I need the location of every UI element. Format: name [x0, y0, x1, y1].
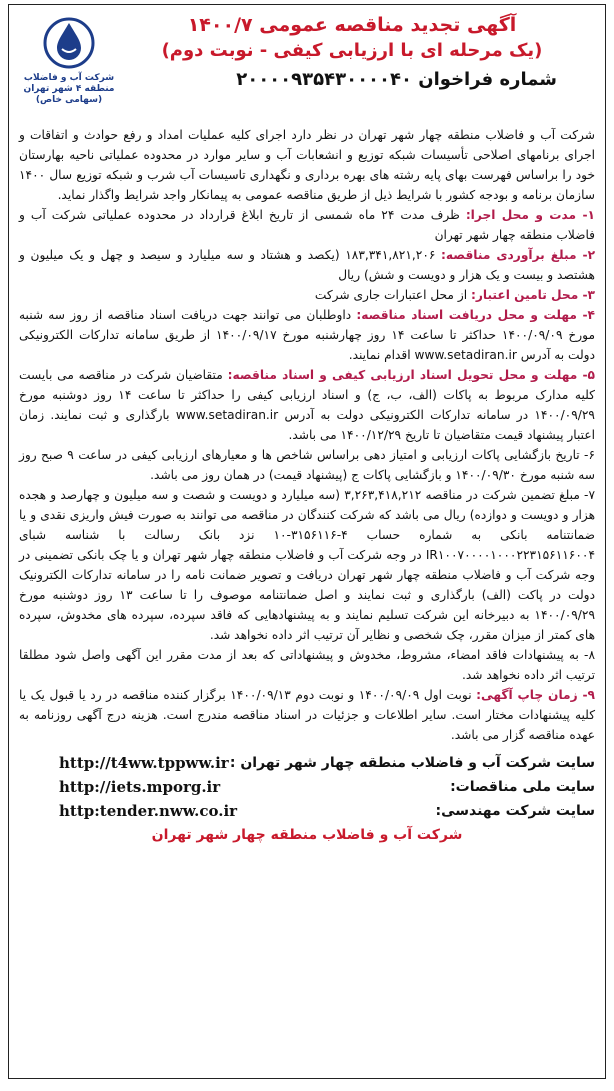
section-text: ظرف مدت ۲۴ ماه شمسی از تاریخ ابلاغ قرارداد در محدوده عملیاتی شرکت آب و فاضلاب منطقه چهار شهر تهران	[19, 208, 595, 242]
section-text: داوطلبان می توانند جهت دریافت اسناد مناقصه از روز سه شنبه مورخ ۱۴۰۰/۰۹/۰۹ حداکثر تا ساعت ۱۴ روز چهارشنبه مورخ ۱۴۰۰/۰۹/۱۷ از طریق سامانه تدارکات الکترونیکی دولت به آدرس www.setadiran.ir اقدام نمایند.	[19, 308, 595, 362]
intro-paragraph: شرکت آب و فاضلاب منطقه چهار شهر تهران در نظر دارد اجرای کلیه عملیات امداد و رفع حوادث و اتفاقات و اجرای برنامهای اصلاحی تأسیسات شبکه توزیع و انشعابات آب و سایر موارد در محدوده عملیاتی ناحیه بهارستان خود را براساس فهرست بهای پایه رشته های بهره برداری و نگهداری تاسیسات آب شرب و شبکه توزیع سال ۱۴۰۰ سازمان برنامه و بودجه کشور با شرایط ذیل از طریق مناقصه عمومی به پیمانکار واجد شرایط واگذار نماید.	[19, 128, 595, 202]
company-logo	[19, 13, 119, 123]
section-text: نوبت اول ۱۴۰۰/۰۹/۰۹ و نوبت دوم ۱۴۰۰/۰۹/۱۳ برگزار کننده مناقصه در رد یا قبول یک یا کلیه پیشنهادات مختار است. سایر اطلاعات و جزئیات در اسناد مناقصه مندرج است. هزینه درج آگهی روزنامه به عهده مناقصه گزار می باشد.	[19, 688, 595, 742]
section-5	[19, 365, 595, 445]
section-label: ۹- زمان چاپ آگهی:	[476, 688, 595, 702]
section-1	[19, 205, 595, 245]
notice-subtitle: (یک مرحله ای با ارزیابی کیفی - نوبت دوم)	[161, 40, 543, 61]
notice-header	[19, 13, 595, 125]
section-text: از محل اعتبارات جاری شرکت	[314, 288, 471, 302]
national-tenders-link[interactable]: http://iets.mporg.ir	[59, 778, 221, 796]
section-7	[19, 485, 595, 645]
section-3	[19, 285, 595, 305]
link-row-engineering	[19, 799, 595, 823]
water-drop-logo-icon	[42, 13, 96, 73]
section-text: متقاضیان شرکت در مناقصه می بایست کلیه مدارک مربوط به پاکات (الف، ب، ج) و اسناد ارزیابی کیفی را حداکثر تا ساعت ۱۴ روز دوشنبه مورخ ۱۴۰۰/۰۹/۲۹ در سامانه تدارکات الکترونیکی دولت به آدرس www.setadiran.ir بارگذاری و ثبت نمایند. زمان اعتبار پیشنهاد قیمت متقاضیان تا تاریخ ۱۴۰۰/۱۲/۲۹ می باشد.	[19, 368, 595, 442]
section-label: ۴- مهلت و محل دریافت اسناد مناقصه:	[356, 308, 595, 322]
section-6	[19, 445, 595, 485]
link-label: سایت شرکت آب و فاضلاب منطقه چهار شهر تهران :	[229, 755, 595, 771]
notice-title: آگهی تجدید مناقصه عمومی ۱۴۰۰/۷	[187, 14, 517, 36]
tender-notice	[8, 4, 606, 1079]
logo-company-name: شرکت آب و فاضلاب منطقه ۴ شهر تهران (سهامی خاص)	[23, 73, 115, 105]
company-site-link[interactable]: http://t4ww.tppww.ir	[59, 754, 229, 772]
section-label: ۱- مدت و محل اجرا:	[465, 208, 595, 222]
section-2	[19, 245, 595, 285]
section-9	[19, 685, 595, 745]
section-text: ۶- تاریخ بازگشایی پاکات ارزیابی و امتیاز دهی براساس شاخص ها و معیارهای ارزیابی کیفی در ساعت ۹ صبح روز سه شنبه مورخ ۱۴۰۰/۰۹/۳۰ و بازگشایی پاکات ج (پیشنهاد قیمت) در همان روز می باشد.	[19, 448, 595, 482]
link-label: سایت شرکت مهندسی:	[435, 803, 595, 819]
section-8	[19, 645, 595, 685]
section-text: ۱۸۳,۳۴۱,۸۲۱,۲۰۶ (یکصد و هشتاد و سه میلیارد و سیصد و چهل و یک میلیون و هشتصد و بیست و یک هزار و دویست و شش) ریال	[19, 248, 595, 282]
call-number: شماره فراخوان ۲۰۰۰۰۹۳۵۴۳۰۰۰۰۴۰	[236, 69, 557, 90]
link-label: سایت ملی مناقصات:	[450, 779, 595, 795]
link-row-tenders	[19, 775, 595, 799]
notice-titles	[117, 13, 587, 93]
section-text: ۷- مبلغ تضمین شرکت در مناقصه ۳,۲۶۳,۴۱۸,۲۱۲ (سه میلیارد و دویست و شصت و سه میلیون و چهارصد و هجده هزار و دویست و دوازده) ریال می باشد که شرکت کنندگان در مناقصه می توانند به صورت فیش واریزی نقدی و یا ضمانتنامه بانکی به شماره حساب ۴-۳۱۵۶۱۱۶-۱۰ نزد بانک رسالت با شناسه شبای IR۱۰۰۷۰۰۰۰۱۰۰۰۲۲۳۱۵۶۱۱۶۰۰۴ در وجه شرکت آب و فاضلاب منطقه چهار شهر تهران و یا چک بانکی تضمینی در وجه شرکت آب و فاضلاب منطقه چهار شهر تهران دریافت و تصویر ضمانت نامه را در سامانه تدارکات الکترونیک دولت در پاکت (الف) بارگذاری و ثبت نمایند و اصل ضمانتنامه موصوف را تا ساعت ۱۳ روز دوشنبه مورخ ۱۴۰۰/۰۹/۲۹ به دبیرخانه این شرکت تسلیم نمایند و به پیشنهادهایی که فاقد سپرده، سپرده های مخدوش، سپرده های کمتر از میزان مقرر، چک شخصی و نظایر آن ترتیب اثر داده نخواهد شد.	[19, 488, 595, 642]
section-4	[19, 305, 595, 365]
engineering-site-link[interactable]: http:tender.nww.co.ir	[59, 802, 238, 820]
notice-body	[19, 125, 595, 745]
footer-company-name: شرکت آب و فاضلاب منطقه چهار شهر تهران	[151, 827, 463, 843]
section-label: ۲- مبلغ برآوردی مناقصه:	[441, 248, 596, 262]
website-links	[19, 751, 595, 823]
section-label: ۵- مهلت و محل تحویل اسناد ارزیابی کیفی و اسناد مناقصه:	[227, 368, 595, 382]
section-label: ۳- محل تامین اعتبار:	[470, 288, 595, 302]
section-text: ۸- به پیشنهادات فاقد امضاء، مشروط، مخدوش و پیشنهاداتی که بعد از مدت مقرر این آگهی واصل شود مطلقا ترتیب اثر داده نخواهد شد.	[19, 648, 595, 682]
link-row-company	[19, 751, 595, 775]
